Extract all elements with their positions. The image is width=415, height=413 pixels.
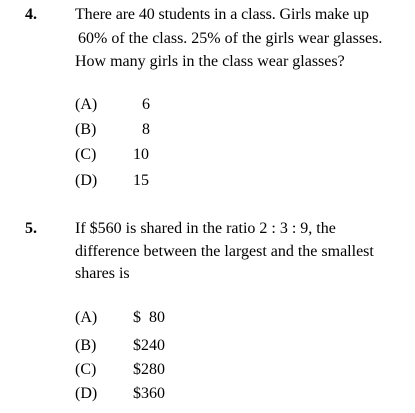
option-letter: (C) — [75, 361, 97, 378]
question-text-line: difference between the largest and the smallest — [75, 243, 374, 260]
option-letter: (D) — [75, 172, 98, 189]
option-value: 8 — [142, 121, 150, 138]
option-value: 6 — [142, 96, 150, 113]
option-value: 15 — [133, 172, 149, 189]
question-text-line: shares is — [75, 265, 130, 282]
option-value: $360 — [133, 385, 165, 402]
question-text-line: 60% of the class. 25% of the girls wear glasses. — [78, 30, 383, 47]
question-text-line: If $560 is shared in the ratio 2 : 3 : 9, the — [75, 220, 336, 237]
option-letter: (D) — [75, 385, 98, 402]
question-number: 5. — [25, 220, 37, 237]
option-value: 10 — [133, 146, 149, 163]
option-value: $240 — [133, 337, 165, 354]
option-letter: (A) — [75, 96, 98, 113]
option-letter: (A) — [75, 309, 98, 326]
option-letter: (B) — [75, 121, 97, 138]
question-text-line: There are 40 students in a class. Girls make up — [75, 6, 369, 23]
option-letter: (B) — [75, 337, 97, 354]
option-value: $280 — [133, 361, 165, 378]
question-text-line: How many girls in the class wear glasses? — [75, 53, 345, 70]
option-letter: (C) — [75, 146, 97, 163]
question-number: 4. — [25, 6, 37, 23]
option-value: $ 80 — [133, 309, 165, 326]
